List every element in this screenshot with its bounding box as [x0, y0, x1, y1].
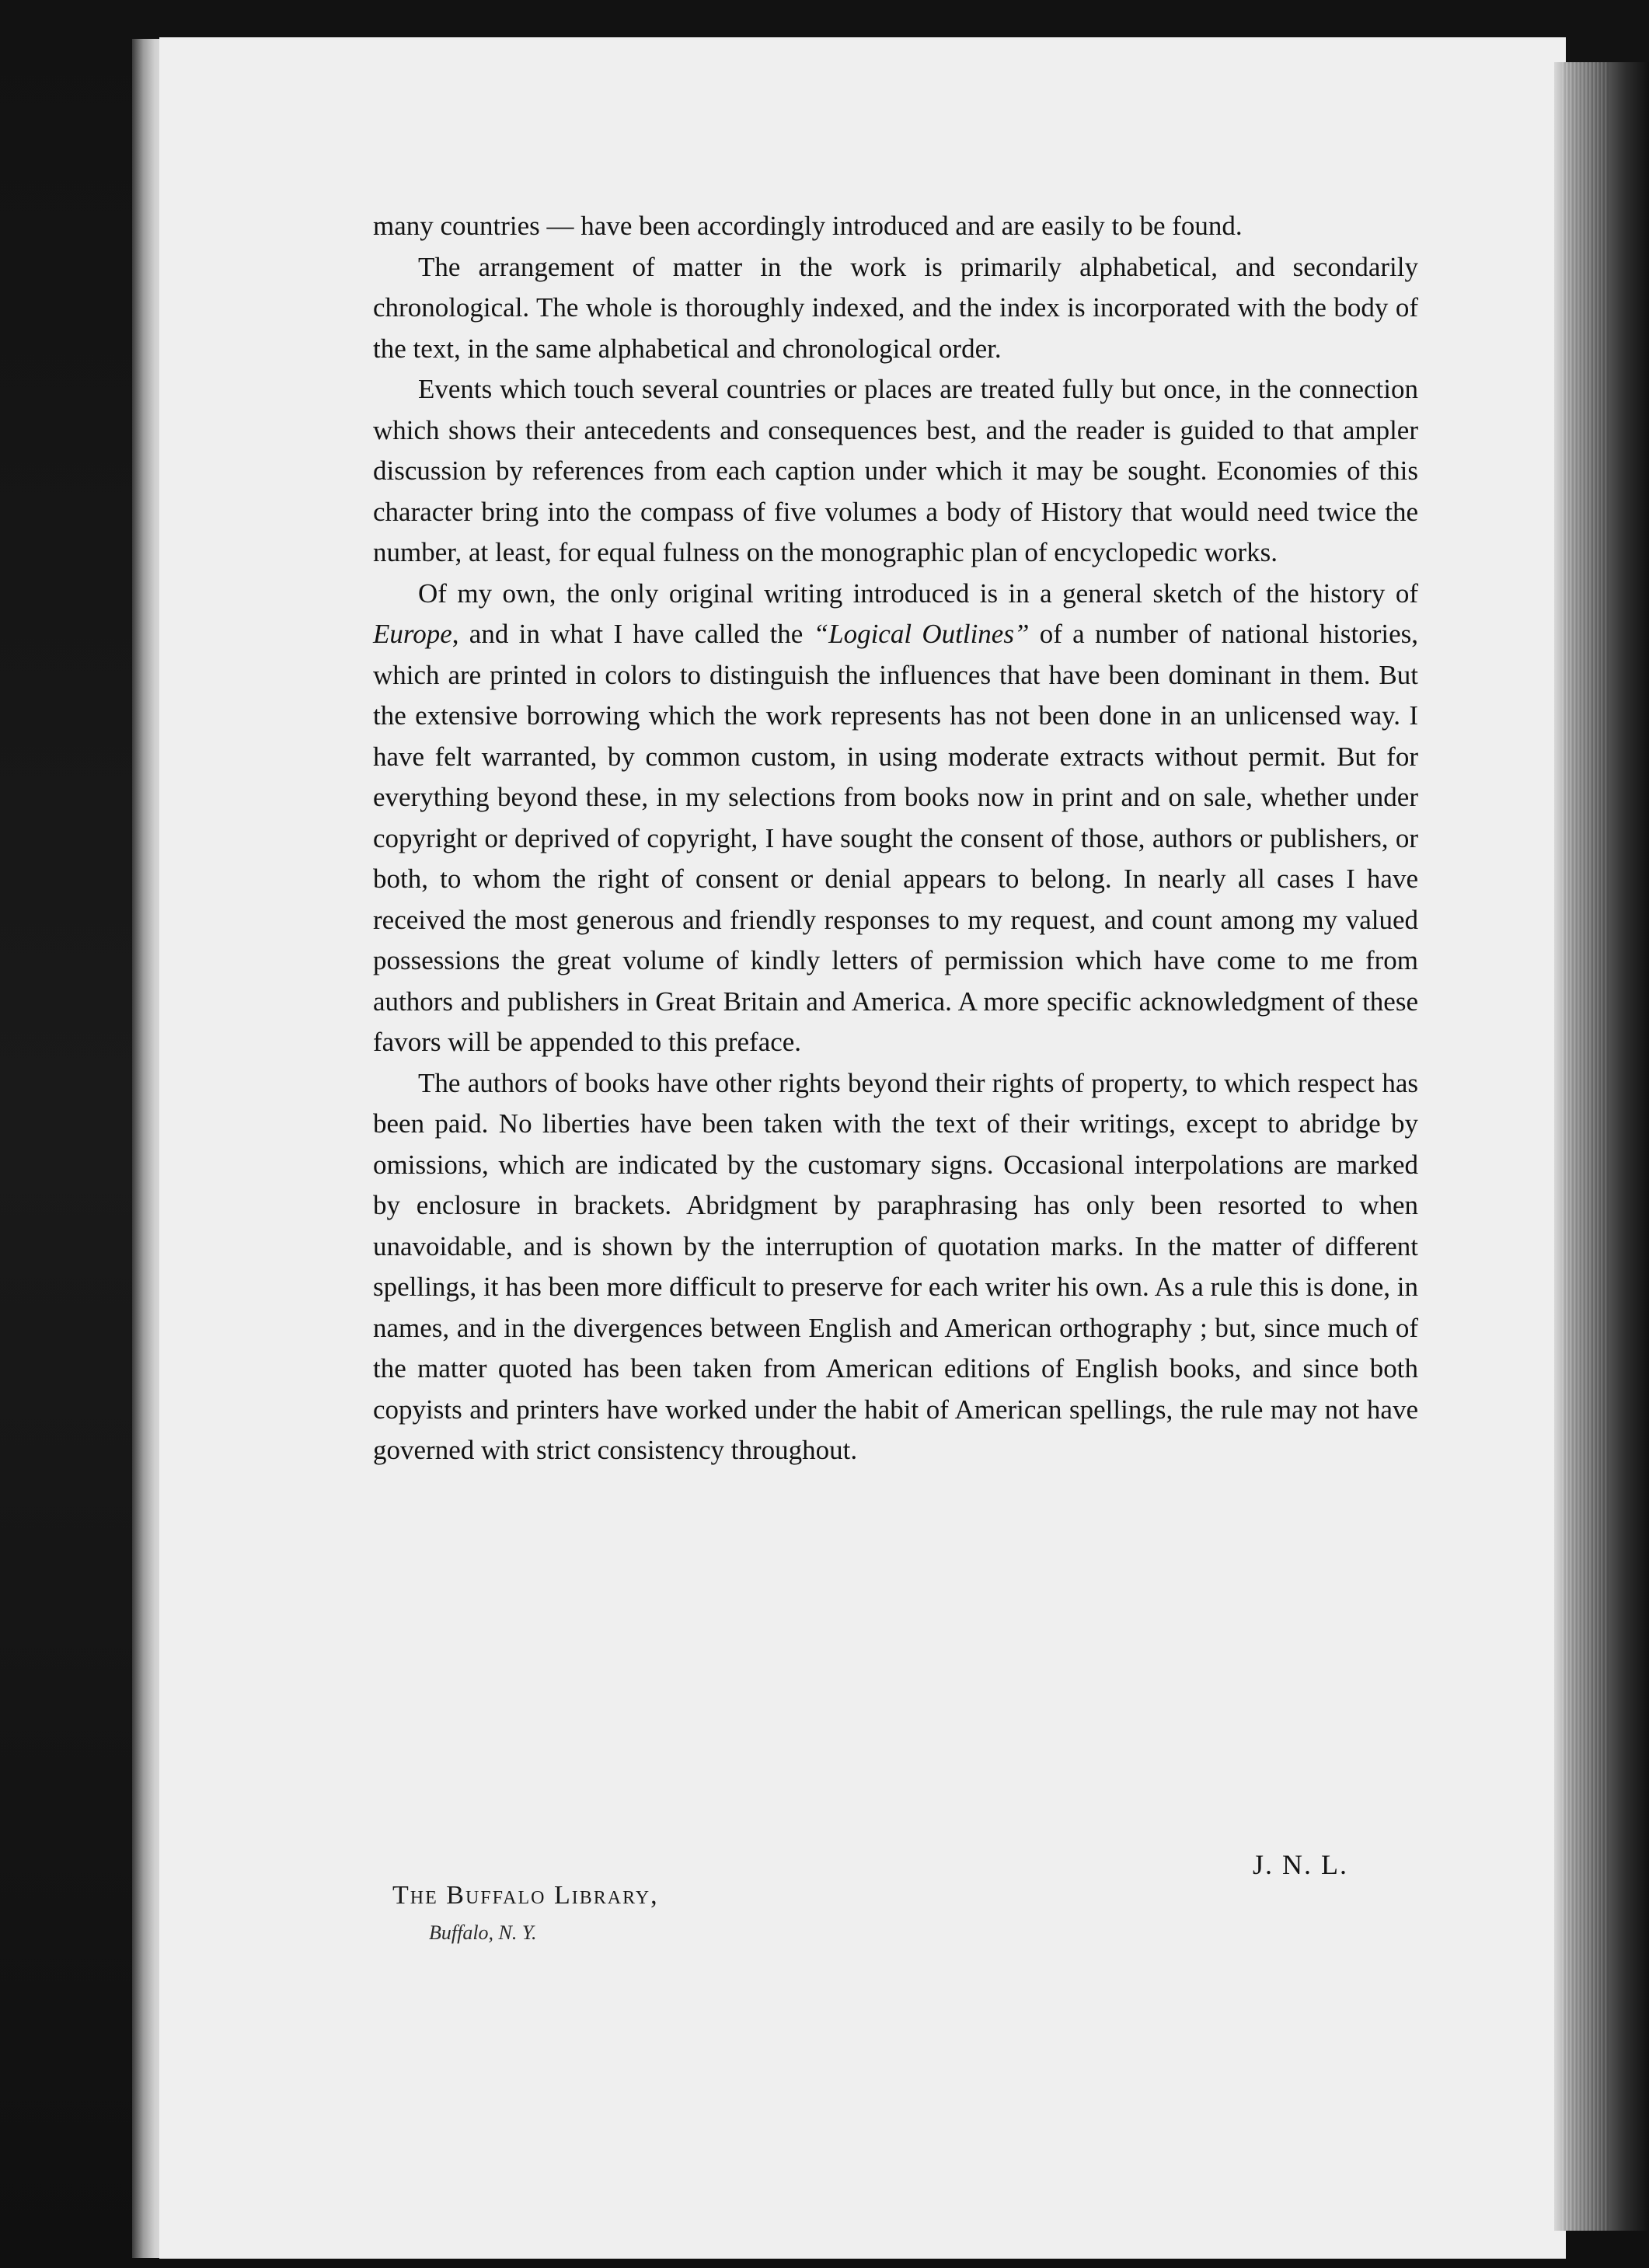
europe-italic: Europe: [373, 619, 452, 649]
library-name: The Buffalo Library,: [392, 1881, 659, 1910]
paragraph-events: Events which touch several countries or places are treated fully but once, in the connection which shows their antecedents and consequences best, and the reader is guided to that ampler discussion by references from each caption under which it may be sought. Economies of this character bring into the compass of five volumes a body of History that would need twice the number, at least, for equal fulness on the monographic plan of encyclopedic works.: [373, 374, 1418, 567]
preface-text: [373, 206, 1418, 1471]
paragraph-continued: many countries — have been accordingly introduced and are easily to be found.: [373, 211, 1243, 241]
library-place: Buffalo, N. Y.: [429, 1921, 537, 1944]
paragraph-authors-rights: The authors of books have other rights beyond their rights of property, to which respect has been paid. No liberties have been taken with the text of their writings, except to abridge by omissions, which are indicated by the customary signs. Occasional interpolations are marked by enclosure in brackets. Abridgment by paraphrasing has only been resorted to when unavoidable, and is shown by the interruption of quotation marks. In the matter of different spellings, it has been more difficult to preserve for each writer his own. As a rule this is done, in names, and in the divergences between English and American orthography ; but, since much of the matter quoted has been taken from American editions of English books, and since both copyists and printers have worked under the habit of American spellings, the rule may not have governed with strict consistency throughout.: [373, 1067, 1418, 1465]
paragraph-original-writing: [373, 574, 1418, 1063]
logical-outlines-italic: “Logical Outlines”: [813, 619, 1030, 649]
paragraph-text: Of my own, the only original writing introduced is in a general sketch of the history of: [418, 577, 1418, 609]
paragraph-arrangement: The arrangement of matter in the work is primarily alphabetical, and secondarily chronological. The whole is thoroughly indexed, and the index is incorporated with the body of the text, in the same alphabetical and chronological order.: [373, 251, 1418, 364]
paragraph-text: , and in what I have called the: [451, 619, 804, 649]
signature-initials: J. N. L.: [1253, 1849, 1348, 1880]
paragraph-text: of a number of national histories, which are printed in colors to distinguish the influences that have been dominant in them. But the extensive borrowing which the work represents has not been done in an unlicensed way. I have felt warranted, by common custom, in using moderate extracts without permit. But for everything beyond these, in my selections from books now in print and on sale, whether under copyright or deprived of copyright, I have sought the consent of those, authors or publishers, or both, to whom the right of consent or denial appears to belong. In nearly all cases I have received the most generous and friendly responses to my request, and count among my valued possessions the great volume of kindly letters of permission which have come to me from authors and publishers in Great Britain and America. A more specific acknowledgment of these favors will be appended to this preface.: [373, 619, 1419, 1057]
page-edge-texture: [1562, 62, 1609, 2231]
